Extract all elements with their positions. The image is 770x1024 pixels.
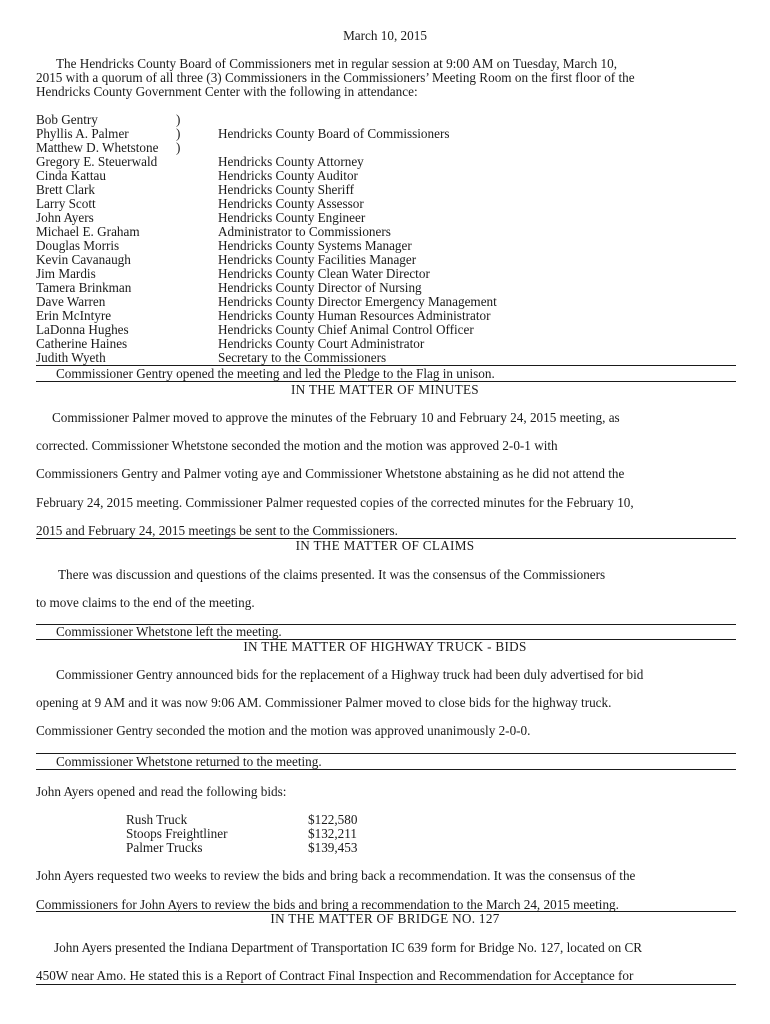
attendee-brace: ) bbox=[176, 126, 181, 141]
section-divider bbox=[36, 984, 736, 985]
attendee-name: Judith Wyeth bbox=[36, 350, 106, 365]
attendee-role: Administrator to Commissioners bbox=[218, 224, 391, 239]
attendee-name: Douglas Morris bbox=[36, 238, 120, 253]
minutes-line: 2015 and February 24, 2015 meetings be sent to the Commissioners. bbox=[36, 523, 398, 538]
bridge-heading: IN THE MATTER OF BRIDGE NO. 127 bbox=[270, 911, 500, 926]
attendee-name: Catherine Haines bbox=[36, 336, 128, 351]
attendee-role: Hendricks County Director of Nursing bbox=[218, 280, 422, 295]
attendee-role: Hendricks County Engineer bbox=[218, 210, 366, 225]
minutes-line: Commissioners Gentry and Palmer voting aye and Commissioner Whetstone abstaining as he did not attend the bbox=[36, 466, 625, 481]
attendee-name: LaDonna Hughes bbox=[36, 322, 129, 337]
attendee-role: Hendricks County Court Administrator bbox=[218, 336, 425, 351]
bids-intro: John Ayers opened and read the following bids: bbox=[36, 784, 287, 799]
section-divider bbox=[36, 769, 736, 770]
attendee-role: Hendricks County Director Emergency Management bbox=[218, 294, 497, 309]
attendee-role: Hendricks County Assessor bbox=[218, 196, 364, 211]
truck-closing-line: John Ayers requested two weeks to review the bids and bring back a recommendation. It was the consensus of the bbox=[36, 868, 636, 883]
bridge-line: John Ayers presented the Indiana Department of Transportation IC 639 form for Bridge No. 127, located on CR bbox=[54, 940, 643, 955]
intro-line: 2015 with a quorum of all three (3) Commissioners in the Commissioners’ Meeting Room on the first floor of the bbox=[36, 70, 635, 85]
meeting-date: March 10, 2015 bbox=[343, 28, 427, 43]
attendee-name: Gregory E. Steuerwald bbox=[36, 154, 158, 169]
claims-line: to move claims to the end of the meeting. bbox=[36, 595, 255, 610]
pledge-note: Commissioner Gentry opened the meeting and led the Pledge to the Flag in unison. bbox=[56, 366, 495, 381]
bidder-name: Rush Truck bbox=[126, 812, 188, 827]
bridge-line: 450W near Amo. He stated this is a Report of Contract Final Inspection and Recommendation for Acceptance for bbox=[36, 968, 634, 983]
attendee-name: Michael E. Graham bbox=[36, 224, 140, 239]
attendee-brace: ) bbox=[176, 112, 181, 127]
attendee-name: Bob Gentry bbox=[36, 112, 98, 127]
attendee-name: Jim Mardis bbox=[36, 266, 96, 281]
attendee-role: Secretary to the Commissioners bbox=[218, 350, 387, 365]
minutes-line: Commissioner Palmer moved to approve the minutes of the February 10 and February 24, 2015 meeting, as bbox=[52, 410, 620, 425]
truck-line: Commissioner Gentry announced bids for the replacement of a Highway truck had been duly advertised for bid bbox=[56, 667, 644, 682]
claims-heading: IN THE MATTER OF CLAIMS bbox=[295, 538, 475, 553]
attendee-name: John Ayers bbox=[36, 210, 94, 225]
truck-line: Commissioner Gentry seconded the motion and the motion was approved unanimously 2-0-0. bbox=[36, 723, 531, 738]
attendee-name: Larry Scott bbox=[36, 196, 96, 211]
minutes-line: corrected. Commissioner Whetstone seconded the motion and the motion was approved 2-0-1 with bbox=[36, 438, 558, 453]
attendee-role: Hendricks County Chief Animal Control Officer bbox=[218, 322, 474, 337]
attendee-name: Kevin Cavanaugh bbox=[36, 252, 131, 267]
attendee-brace: ) bbox=[176, 140, 181, 155]
intro-line: The Hendricks County Board of Commissioners met in regular session at 9:00 AM on Tuesday, March 10, bbox=[56, 56, 618, 71]
attendee-role: Hendricks County Board of Commissioners bbox=[218, 126, 450, 141]
attendee-name: Dave Warren bbox=[36, 294, 106, 309]
minutes-line: February 24, 2015 meeting. Commissioner Palmer requested copies of the corrected minutes for the February 10, bbox=[36, 495, 634, 510]
attendee-name: Erin McIntyre bbox=[36, 308, 112, 323]
attendee-role: Hendricks County Sheriff bbox=[218, 182, 355, 197]
claims-line: There was discussion and questions of the claims presented. It was the consensus of the Commissioners bbox=[58, 567, 606, 582]
bid-amount: $122,580 bbox=[308, 812, 358, 827]
truck-line: opening at 9 AM and it was now 9:06 AM. Commissioner Palmer moved to close bids for the highway truck. bbox=[36, 695, 612, 710]
intro-line: Hendricks County Government Center with the following in attendance: bbox=[36, 84, 418, 99]
attendee-name: Phyllis A. Palmer bbox=[36, 126, 129, 141]
attendee-role: Hendricks County Clean Water Director bbox=[218, 266, 430, 281]
attendee-name: Brett Clark bbox=[36, 182, 95, 197]
truck-note: Commissioner Whetstone returned to the meeting. bbox=[56, 754, 322, 769]
bid-amount: $139,453 bbox=[308, 840, 358, 855]
attendee-name: Cinda Kattau bbox=[36, 168, 106, 183]
bidder-name: Palmer Trucks bbox=[126, 840, 203, 855]
truck-heading: IN THE MATTER OF HIGHWAY TRUCK - BIDS bbox=[243, 639, 527, 654]
minutes-heading: IN THE MATTER OF MINUTES bbox=[291, 382, 479, 397]
bidder-name: Stoops Freightliner bbox=[126, 826, 228, 841]
attendee-role: Hendricks County Attorney bbox=[218, 154, 364, 169]
attendee-role: Hendricks County Human Resources Administrator bbox=[218, 308, 491, 323]
attendee-role: Hendricks County Systems Manager bbox=[218, 238, 412, 253]
bid-amount: $132,211 bbox=[308, 826, 357, 841]
attendee-name: Matthew D. Whetstone bbox=[36, 140, 159, 155]
truck-closing-line: Commissioners for John Ayers to review the bids and bring a recommendation to the March 24, 2015 meeting. bbox=[36, 897, 619, 912]
attendee-name: Tamera Brinkman bbox=[36, 280, 132, 295]
claims-note: Commissioner Whetstone left the meeting. bbox=[56, 624, 282, 639]
attendee-role: Hendricks County Facilities Manager bbox=[218, 252, 417, 267]
attendee-role: Hendricks County Auditor bbox=[218, 168, 358, 183]
